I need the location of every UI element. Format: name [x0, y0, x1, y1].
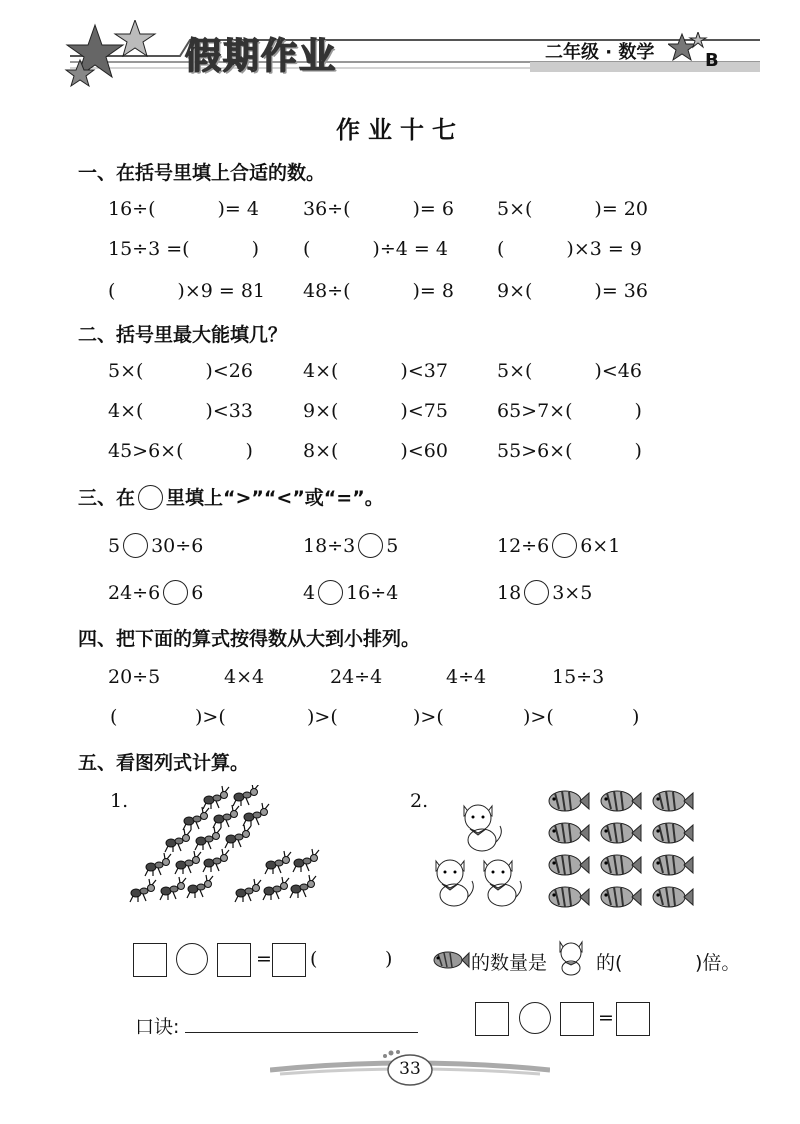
ant-icon [187, 875, 213, 898]
koujue-line[interactable] [185, 1032, 418, 1033]
page-title: 作业十七 [336, 116, 464, 144]
order-sep: )>( [413, 706, 444, 728]
cat-text: 的( [596, 952, 623, 974]
ant-icon [290, 875, 316, 898]
cat-icon [436, 860, 473, 906]
expression: 4÷4 [446, 666, 487, 688]
equation: 65>7×( ) [497, 400, 642, 422]
fish-icon [601, 823, 641, 843]
equation: 36÷( )= 6 [303, 198, 454, 220]
expression: 4×4 [224, 666, 265, 688]
cat-icon [484, 860, 521, 906]
fish-icon [653, 791, 693, 811]
comparison: 18 3×5 [497, 582, 593, 604]
expression: 20÷5 [108, 666, 161, 688]
fish-icon [601, 855, 641, 875]
fish-text: 的数量是 [471, 952, 548, 974]
equation: 9×( )= 36 [497, 280, 648, 302]
cats-picture [430, 800, 530, 915]
fish-icon [549, 823, 589, 843]
order-sep: )>( [523, 706, 554, 728]
answer-box[interactable] [475, 1002, 509, 1036]
answer-box[interactable] [217, 943, 251, 977]
ant-icon [130, 879, 156, 902]
ant-icon [203, 849, 229, 872]
equation: 16÷( )= 4 [108, 198, 259, 220]
section3-heading: 三、在 里填上“>”“<”或“=”。 [78, 487, 384, 509]
equation: 5×( )<46 [497, 360, 642, 382]
ant-icon [293, 849, 319, 872]
ant-icon [160, 877, 186, 900]
section5-heading: 五、看图列式计算。 [78, 752, 250, 774]
ant-icon [263, 877, 289, 900]
times-text: )倍。 [695, 952, 741, 974]
expression: 24÷4 [330, 666, 383, 688]
ants-picture [125, 785, 325, 920]
answer-box[interactable] [560, 1002, 594, 1036]
equation: ( )×3 = 9 [497, 238, 642, 260]
fish-icon [653, 823, 693, 843]
ant-icon [213, 805, 239, 828]
equation: 48÷( )= 8 [303, 280, 454, 302]
answer-box[interactable] [133, 943, 167, 977]
compare-circle[interactable] [163, 580, 188, 605]
ant-icon [195, 827, 221, 850]
compare-circle[interactable] [524, 580, 549, 605]
circle-blank-icon [138, 485, 163, 510]
equation: 5×( )= 20 [497, 198, 648, 220]
edition-badge: B [705, 50, 719, 71]
section1-heading: 一、在括号里填上合适的数。 [78, 162, 326, 184]
order-close: ) [632, 706, 640, 728]
ant-icon [233, 785, 259, 806]
problem1-label: 1. [110, 790, 129, 812]
header-banner [70, 28, 760, 80]
paren-open: ( [310, 948, 318, 970]
equation: ( )×9 = 81 [108, 280, 266, 302]
fish-icon [549, 855, 589, 875]
compare-circle[interactable] [358, 533, 383, 558]
section4-heading: 四、把下面的算式按得数从大到小排列。 [78, 628, 421, 650]
ant-icon [225, 825, 251, 848]
stars-logo-icon [60, 20, 170, 90]
ant-icon [183, 807, 209, 830]
equals-sign: = [598, 1007, 614, 1029]
fish-icon [549, 887, 589, 907]
problem2-label: 2. [410, 790, 429, 812]
compare-circle[interactable] [552, 533, 577, 558]
comparison: 12÷6 6×1 [497, 535, 621, 557]
expression: 15÷3 [552, 666, 605, 688]
order-sep: )>( [307, 706, 338, 728]
comparison: 24÷6 6 [108, 582, 204, 604]
fish-picture [540, 785, 700, 915]
comparison: 18÷3 5 [303, 535, 399, 557]
equation: 8×( )<60 [303, 440, 448, 462]
paren-close: ) [385, 948, 393, 970]
fish-icon [549, 791, 589, 811]
comparison: 5 30÷6 [108, 535, 204, 557]
ant-icon [265, 851, 291, 874]
ant-icon [203, 786, 229, 809]
equation: 15÷3 =( ) [108, 238, 259, 260]
equation: 4×( )<37 [303, 360, 448, 382]
equation: 4×( )<33 [108, 400, 253, 422]
ant-icon [235, 879, 261, 902]
fish-icon [601, 791, 641, 811]
equals-sign: = [256, 948, 272, 970]
compare-circle[interactable] [318, 580, 343, 605]
order-sep: )>( [195, 706, 226, 728]
fish-icon [653, 887, 693, 907]
equation: 5×( )<26 [108, 360, 253, 382]
answer-box[interactable] [616, 1002, 650, 1036]
fish-icon [601, 887, 641, 907]
header-title: 假期作业 [185, 36, 338, 77]
page-number: 33 [399, 1059, 421, 1079]
ant-icon [175, 851, 201, 874]
equation: ( )÷4 = 4 [303, 238, 448, 260]
ant-icon [243, 803, 269, 826]
operator-circle[interactable] [176, 943, 208, 975]
equation: 55>6×( ) [497, 440, 642, 462]
cat-icon [464, 805, 501, 851]
answer-box[interactable] [272, 943, 306, 977]
comparison: 4 16÷4 [303, 582, 399, 604]
ant-icon [165, 829, 191, 852]
equation: 45>6×( ) [108, 440, 253, 462]
header-grade: 二年级 · 数学 [545, 42, 655, 63]
small-stars-icon [668, 32, 708, 64]
operator-circle[interactable] [519, 1002, 551, 1034]
ant-icon [145, 853, 171, 876]
koujue-label: 口诀: [135, 1016, 180, 1038]
fish-icon [430, 948, 470, 972]
equation: 9×( )<75 [303, 400, 448, 422]
compare-circle[interactable] [123, 533, 148, 558]
cat-icon [556, 938, 586, 976]
fish-icon [653, 855, 693, 875]
order-open: ( [110, 706, 118, 728]
section2-heading: 二、括号里最大能填几？ [78, 324, 288, 346]
